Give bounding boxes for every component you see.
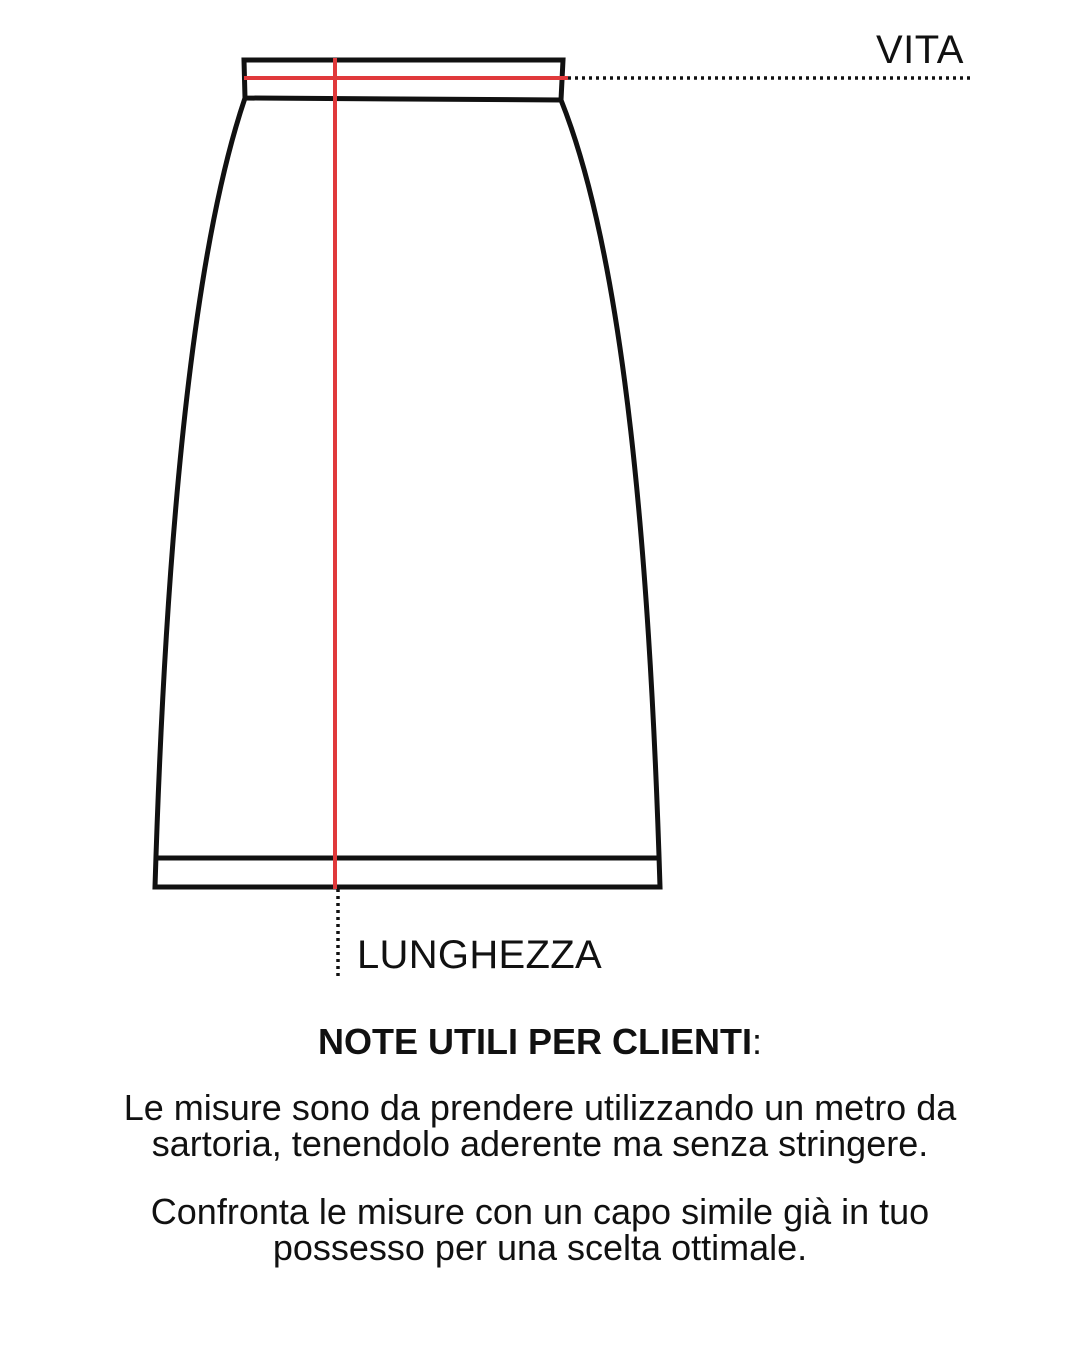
notes-line: possesso per una scelta ottimale.	[272, 1227, 808, 1268]
notes-line: Le misure sono da prendere utilizzando un metro da	[123, 1087, 957, 1128]
notes-title-colon: :	[752, 1021, 763, 1062]
notes-title	[40, 1020, 1040, 1064]
notes-title-text: NOTE UTILI PER CLIENTI	[317, 1021, 752, 1062]
waist-label: VITA	[876, 28, 964, 72]
notes-paragraph-compare	[40, 1191, 1040, 1268]
customer-notes	[40, 1020, 1040, 1298]
notes-paragraph-measuring	[40, 1087, 1040, 1164]
notes-line: sartoria, tenendolo aderente ma senza stringere.	[151, 1123, 929, 1164]
length-label: LUNGHEZZA	[357, 933, 602, 977]
notes-line: Confronta le misure con un capo simile già in tuo	[150, 1191, 930, 1232]
skirt-body-outline	[155, 98, 660, 887]
